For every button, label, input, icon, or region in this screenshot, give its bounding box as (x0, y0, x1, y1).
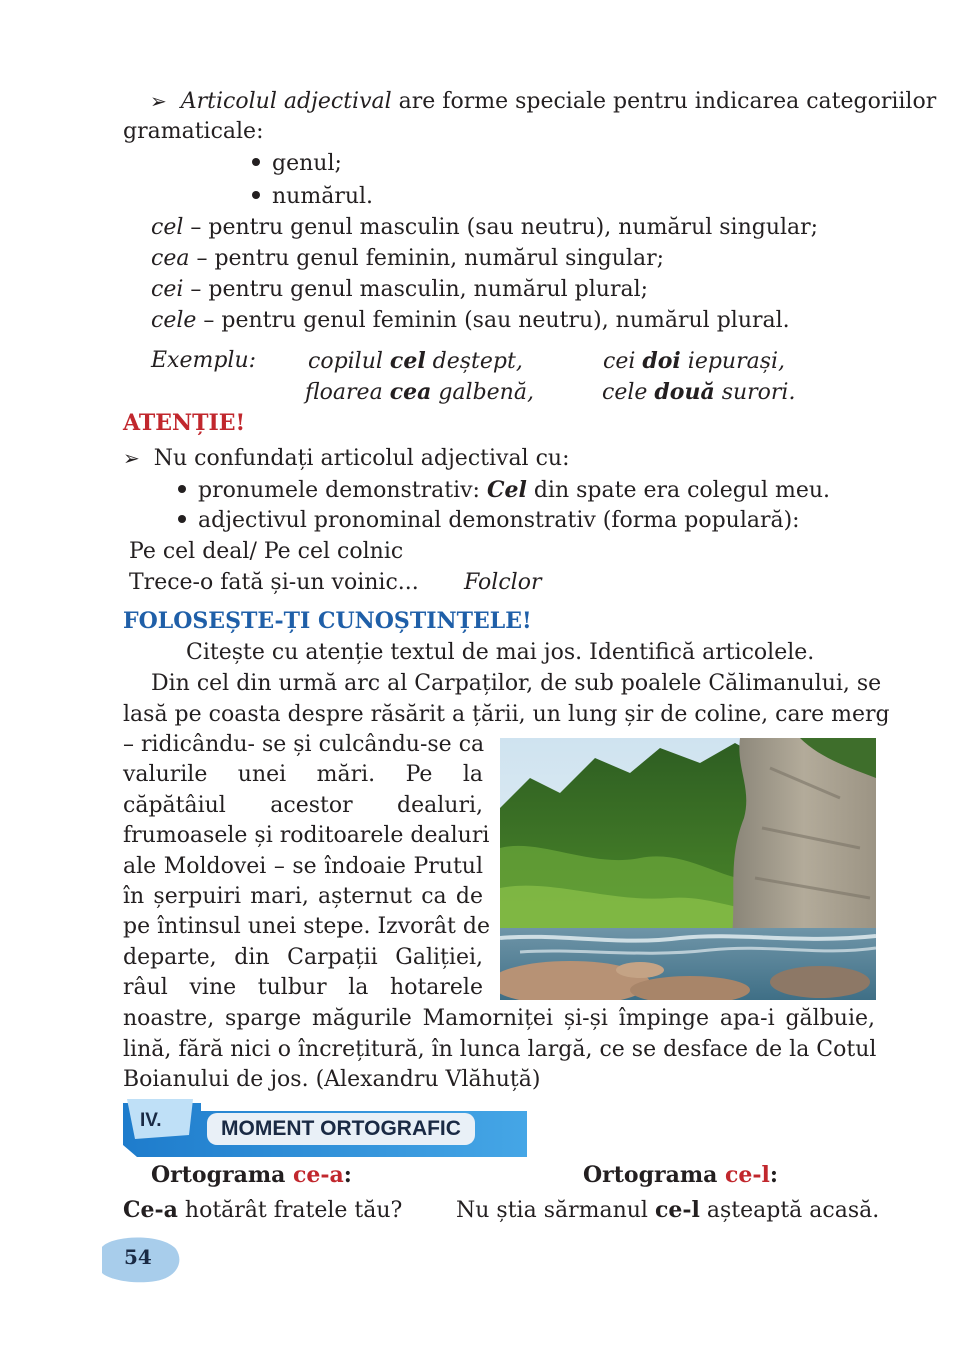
arrow-bullet-icon: ➢ (123, 446, 140, 470)
attention-item-1: pronumele demonstrativ: Cel din spate era colegul meu. (178, 475, 830, 506)
verse-line-1: Pe cel deal/ Pe cel colnic (129, 539, 404, 564)
text-narrow-8: departe, din Carpații Galiției, (123, 945, 483, 970)
text-line-1: Din cel din urmă arc al Carpaților, de sub poalele Călimanului, se (151, 671, 882, 696)
verse-line-2: Trece-o fată și-un voinic... (129, 570, 419, 595)
text-narrow-3: căpătâiul acestor dealuri, (123, 793, 483, 818)
orthogram-left-example: Ce-a hotărât fratele tău? (123, 1197, 403, 1223)
example-label: Exemplu: (151, 348, 257, 373)
orthogram-right-example: Nu știa sărmanul ce-l așteaptă acasă. (456, 1197, 880, 1223)
text-line-2: lasă pe coasta despre răsărit a țării, un lung șir de coline, care merg (123, 702, 890, 727)
orthogram-left-title: Ortograma ce-a: (151, 1162, 352, 1188)
attention-title: ATENȚIE! (123, 410, 246, 436)
river-landscape-photo (500, 738, 876, 1000)
bullet-numarul: numărul. (252, 182, 373, 212)
intro-line-2: gramaticale: (123, 119, 264, 144)
verse-source: Folclor (464, 570, 542, 595)
intro-text: are forme speciale pentru indicarea categoriilor (391, 89, 937, 114)
text-narrow-1: – ridicându- se și culcându-se ca (123, 732, 485, 757)
page-number: 54 (124, 1245, 152, 1269)
attention-lead: ➢ Nu confundați articolul adjectival cu: (123, 446, 570, 471)
form-cel: cel – pentru genul masculin (sau neutru), numărul singular; (151, 215, 819, 240)
bullet-genul: genul; (252, 149, 342, 179)
text-narrow-6: în șerpuiri mari, așternut ca de (123, 884, 483, 909)
term-articolul-adjectival: Articolul adjectival (180, 89, 392, 114)
form-cea: cea – pentru genul feminin, numărul singular; (151, 246, 664, 271)
text-narrow-7: pe întinsul unei stepe. Izvorât de (123, 914, 490, 939)
text-narrow-5: ale Moldovei – se îndoaie Prutul (123, 854, 483, 879)
example-row1-left: copilul cel deștept, (308, 348, 523, 374)
orthogram-right-title: Ortograma ce-l: (583, 1162, 779, 1188)
section-number: IV. (140, 1110, 162, 1131)
bullet-dot-icon (252, 158, 260, 166)
bullet-dot-icon (252, 191, 260, 199)
text-last-line: Boianului de jos. (Alexandru Vlăhuță) (123, 1067, 541, 1092)
example-row2-right: cele două surori. (602, 379, 796, 405)
form-cele: cele – pentru genul feminin (sau neutru), numărul plural. (151, 308, 790, 333)
intro-line-1 (150, 86, 937, 117)
page-number-badge (102, 1237, 182, 1283)
text-line-4: lină, fără nici o încrețitură, în lunca largă, ce se desface de la Cotul (123, 1037, 877, 1062)
example-row2-left: floarea cea galbenă, (305, 379, 534, 405)
example-row1-right: cei doi iepurași, (603, 348, 786, 374)
form-cei: cei – pentru genul masculin, numărul plural; (151, 277, 649, 302)
text-line-3: noastre, sparge măgurile Mamorniței și-și împinge apa-i gălbuie, (123, 1006, 875, 1031)
text-narrow-9: râul vine tulbur la hotarele (123, 975, 483, 1000)
attention-item-2: adjectivul pronominal demonstrativ (forma populară): (178, 506, 800, 536)
bullet-dot-icon (178, 515, 186, 523)
text-narrow-2: valurile unei mări. Pe la (123, 762, 483, 787)
exercise-instruction: Citește cu atenție textul de mai jos. Identifică articolele. (186, 640, 815, 665)
bullet-dot-icon (178, 485, 186, 493)
section-title: MOMENT ORTOGRAFIC (207, 1113, 475, 1145)
arrow-bullet-icon: ➢ (150, 89, 167, 113)
exercise-title: FOLOSEȘTE-ȚI CUNOȘTINȚELE! (123, 608, 532, 634)
text-narrow-4: frumoasele și roditoarele dealuri (123, 823, 490, 848)
